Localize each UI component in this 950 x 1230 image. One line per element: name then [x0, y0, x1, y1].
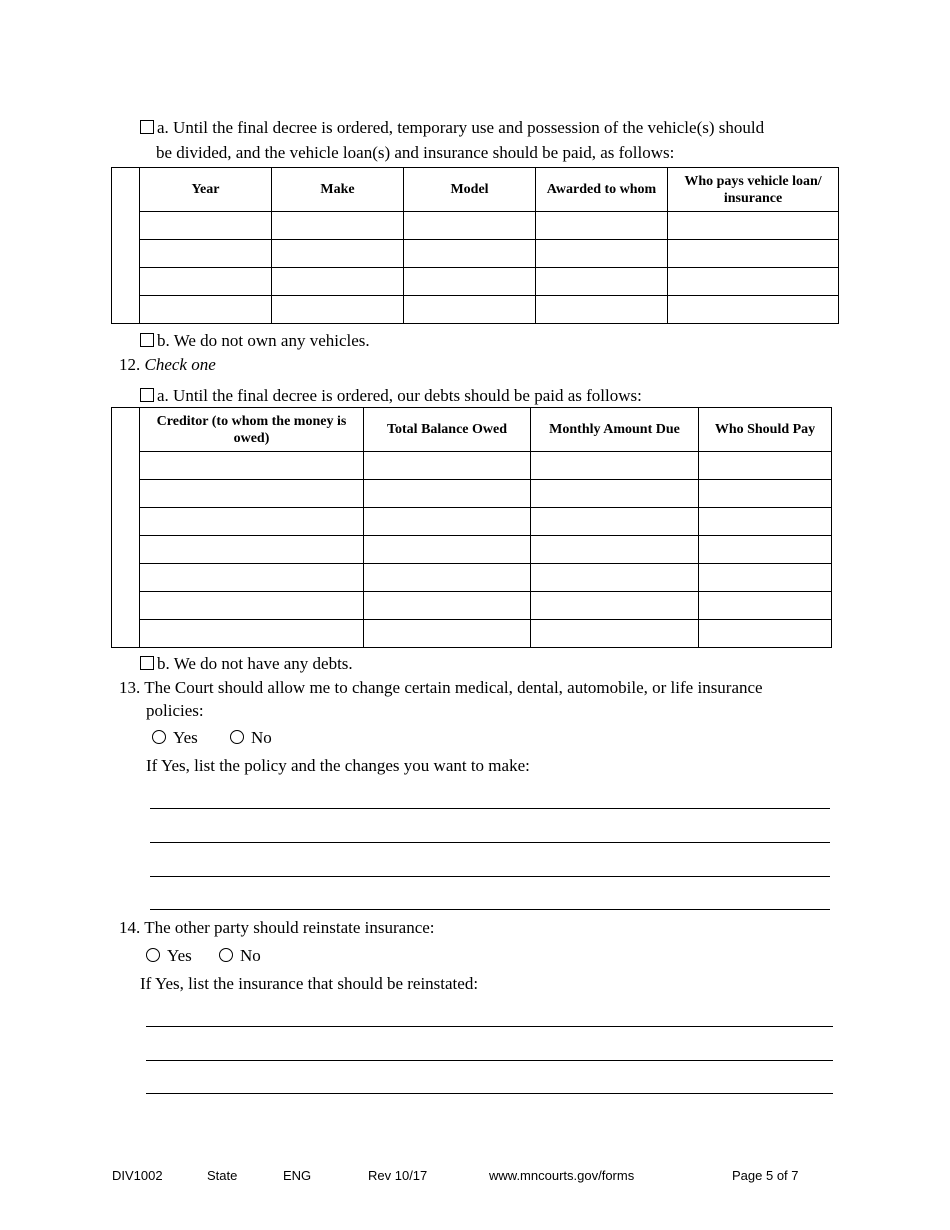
debts-cell-who-pays[interactable]	[699, 508, 832, 536]
item13-no-label: No	[251, 728, 272, 747]
table-row	[112, 452, 832, 480]
vehicle-header-year: Year	[140, 168, 272, 212]
item12-number: 12.	[119, 355, 141, 374]
item14-answer-line[interactable]	[146, 1026, 833, 1027]
debts-option-b-text: b. We do not have any debts.	[157, 654, 353, 673]
vehicle-header-make: Make	[272, 168, 404, 212]
debts-option-a-text: a. Until the final decree is ordered, our debts should be paid as follows:	[157, 386, 642, 405]
debts-table-header-row	[112, 408, 832, 452]
table-row	[112, 240, 839, 268]
item13-no-option[interactable]	[230, 728, 272, 748]
vehicle-option-b-checkbox[interactable]	[140, 333, 154, 347]
item13-yes-option[interactable]	[152, 728, 198, 748]
vehicle-header-awarded: Awarded to whom	[536, 168, 668, 212]
item14-no-radio[interactable]	[219, 948, 233, 962]
debts-header-who-pays: Who Should Pay	[699, 408, 832, 452]
debts-option-a	[140, 386, 642, 406]
vehicle-cell-make[interactable]	[272, 296, 404, 324]
footer-page-number: Page 5 of 7	[732, 1168, 799, 1183]
footer-language: ENG	[283, 1168, 312, 1183]
debts-cell-total[interactable]	[364, 592, 531, 620]
item13-yes-label: Yes	[173, 728, 198, 747]
debts-cell-who-pays[interactable]	[699, 536, 832, 564]
table-row	[112, 592, 832, 620]
item14-yes-label: Yes	[167, 946, 192, 965]
debts-cell-total[interactable]	[364, 508, 531, 536]
vehicle-cell-make[interactable]	[272, 240, 404, 268]
debts-table	[111, 407, 832, 648]
item13-answer-line[interactable]	[150, 842, 830, 843]
item14-yes-option[interactable]	[146, 946, 192, 966]
vehicle-cell-awarded[interactable]	[536, 296, 668, 324]
vehicle-table-header-row	[112, 168, 839, 212]
item13-question-line2: policies:	[146, 701, 204, 720]
debts-cell-creditor[interactable]	[140, 508, 364, 536]
vehicle-option-b-text: b. We do not own any vehicles.	[157, 331, 370, 350]
debts-option-b-checkbox[interactable]	[140, 656, 154, 670]
debts-cell-who-pays[interactable]	[699, 480, 832, 508]
vehicle-cell-who-pays[interactable]	[668, 268, 839, 296]
vehicle-option-a	[140, 118, 764, 138]
item14-no-option[interactable]	[219, 946, 261, 966]
item13-if-yes: If Yes, list the policy and the changes you want to make:	[146, 756, 530, 775]
vehicle-cell-awarded[interactable]	[536, 268, 668, 296]
vehicle-cell-who-pays[interactable]	[668, 296, 839, 324]
item13-yes-radio[interactable]	[152, 730, 166, 744]
vehicle-cell-model[interactable]	[404, 212, 536, 240]
vehicle-cell-year[interactable]	[140, 240, 272, 268]
footer-form-id: DIV1002	[112, 1168, 163, 1183]
debts-cell-total[interactable]	[364, 620, 531, 648]
item13-answer-line[interactable]	[150, 876, 830, 877]
debts-cell-who-pays[interactable]	[699, 452, 832, 480]
item13-no-radio[interactable]	[230, 730, 244, 744]
debts-cell-monthly[interactable]	[531, 508, 699, 536]
footer-revision: Rev 10/17	[368, 1168, 428, 1183]
vehicle-cell-model[interactable]	[404, 240, 536, 268]
table-row	[112, 508, 832, 536]
vehicle-option-a-text-cont: be divided, and the vehicle loan(s) and insurance should be paid, as follows:	[156, 143, 675, 162]
debts-cell-creditor[interactable]	[140, 592, 364, 620]
vehicle-option-a-checkbox[interactable]	[140, 120, 154, 134]
vehicle-cell-awarded[interactable]	[536, 240, 668, 268]
vehicle-header-who-pays: Who pays vehicle loan/ insurance	[668, 168, 839, 212]
table-row	[112, 620, 832, 648]
vehicle-cell-year[interactable]	[140, 212, 272, 240]
debts-cell-who-pays[interactable]	[699, 592, 832, 620]
debts-cell-monthly[interactable]	[531, 592, 699, 620]
debts-cell-creditor[interactable]	[140, 452, 364, 480]
debts-cell-monthly[interactable]	[531, 620, 699, 648]
debts-cell-creditor[interactable]	[140, 620, 364, 648]
debts-cell-monthly[interactable]	[531, 480, 699, 508]
table-row	[112, 536, 832, 564]
debts-option-a-checkbox[interactable]	[140, 388, 154, 402]
footer-state: State	[207, 1168, 238, 1183]
table-row	[112, 564, 832, 592]
vehicle-cell-model[interactable]	[404, 268, 536, 296]
vehicle-table-margin-cell	[112, 168, 140, 324]
vehicle-cell-year[interactable]	[140, 268, 272, 296]
debts-cell-monthly[interactable]	[531, 452, 699, 480]
table-row	[112, 296, 839, 324]
debts-header-monthly-amount: Monthly Amount Due	[531, 408, 699, 452]
footer-url[interactable]: www.mncourts.gov/forms	[489, 1168, 635, 1183]
vehicle-header-model: Model	[404, 168, 536, 212]
vehicle-table	[111, 167, 839, 324]
item14-yes-radio[interactable]	[146, 948, 160, 962]
debts-cell-total[interactable]	[364, 452, 531, 480]
debts-cell-monthly[interactable]	[531, 536, 699, 564]
item14-if-yes: If Yes, list the insurance that should be reinstated:	[140, 974, 479, 993]
debts-header-creditor: Creditor (to whom the money is owed)	[140, 408, 364, 452]
debts-cell-creditor[interactable]	[140, 536, 364, 564]
debts-cell-creditor[interactable]	[140, 564, 364, 592]
vehicle-cell-make[interactable]	[272, 212, 404, 240]
debts-cell-creditor[interactable]	[140, 480, 364, 508]
item14-question: 14. The other party should reinstate insurance:	[119, 918, 435, 937]
table-row	[112, 480, 832, 508]
debts-header-total-balance: Total Balance Owed	[364, 408, 531, 452]
debts-cell-total[interactable]	[364, 536, 531, 564]
debts-cell-who-pays[interactable]	[699, 620, 832, 648]
debts-cell-total[interactable]	[364, 480, 531, 508]
debts-cell-who-pays[interactable]	[699, 564, 832, 592]
item12-heading	[119, 355, 216, 375]
vehicle-cell-model[interactable]	[404, 296, 536, 324]
item14-answer-line[interactable]	[146, 1093, 833, 1094]
item13-answer-line[interactable]	[150, 909, 830, 910]
vehicle-cell-who-pays[interactable]	[668, 212, 839, 240]
item14-answer-line[interactable]	[146, 1060, 833, 1061]
vehicle-cell-who-pays[interactable]	[668, 240, 839, 268]
debts-option-b	[140, 654, 353, 674]
item13-answer-line[interactable]	[150, 808, 830, 809]
debts-cell-monthly[interactable]	[531, 564, 699, 592]
vehicle-option-a-text: a. Until the final decree is ordered, temporary use and possession of the vehicle(s) should	[157, 118, 765, 137]
item12-instruction: Check one	[144, 355, 216, 374]
table-row	[112, 212, 839, 240]
item14-no-label: No	[240, 946, 261, 965]
vehicle-option-b	[140, 331, 370, 351]
vehicle-cell-make[interactable]	[272, 268, 404, 296]
vehicle-cell-awarded[interactable]	[536, 212, 668, 240]
debts-cell-total[interactable]	[364, 564, 531, 592]
table-row	[112, 268, 839, 296]
debts-table-margin-cell	[112, 408, 140, 648]
vehicle-cell-year[interactable]	[140, 296, 272, 324]
item13-question-line1: 13. The Court should allow me to change certain medical, dental, automobile, or life insurance	[119, 678, 763, 697]
